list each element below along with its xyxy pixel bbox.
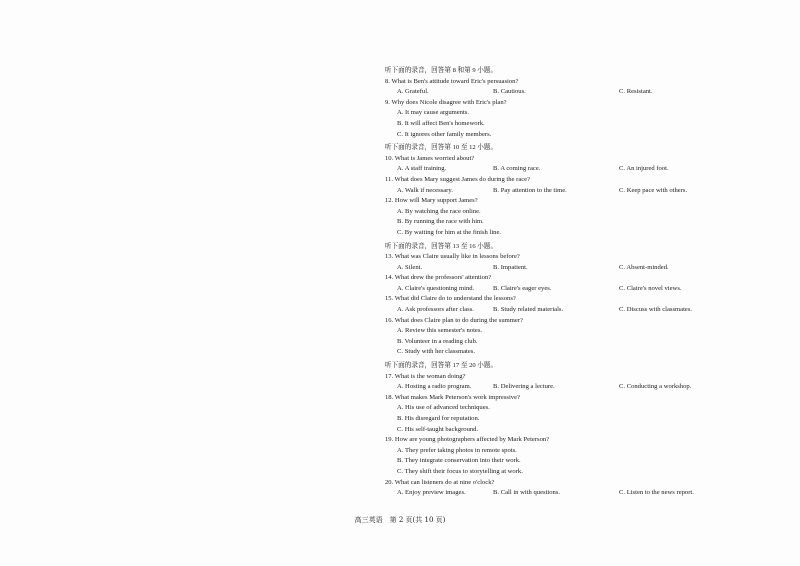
answer-option: A. Enjoy preview images.	[397, 489, 466, 497]
answer-option: A. By watching the race online.	[397, 207, 481, 215]
question-section	[385, 361, 735, 499]
answer-option: A. Review this semester's notes.	[397, 327, 483, 335]
question-section	[385, 143, 735, 238]
options-row	[385, 186, 735, 197]
answer-option: A. Hosting a radio program.	[397, 383, 472, 391]
question-text: 10. What is James worried about?	[385, 154, 475, 162]
question-section	[385, 242, 735, 359]
question-text: 16. What does Claire plan to do during the summer?	[385, 316, 523, 324]
answer-option: B. Claire's eager eyes.	[493, 284, 552, 292]
answer-option: B. Study related materials.	[493, 306, 564, 314]
question-text: 12. How will Mary support James?	[385, 197, 478, 205]
question-text: 20. What can listeners do at nine o'clock?	[385, 478, 495, 486]
options-row	[385, 284, 735, 295]
section-instruction: 听下面的录音，回答第 13 至 16 小题。	[385, 242, 498, 250]
options-row	[385, 382, 735, 393]
question-text: 9. Why does Nicole disagree with Eric's plan?	[385, 98, 507, 106]
answer-option: A. His use of advanced techniques.	[397, 404, 490, 412]
answer-option: B. His disregard for reputation.	[397, 415, 480, 422]
answer-option: C. Keep pace with others.	[619, 186, 688, 194]
question-text: 15. What did Claire do to understand the lessons?	[385, 295, 516, 303]
options-row	[385, 488, 735, 499]
answer-option: C. They shift their focus to storytelling at work.	[397, 467, 523, 475]
answer-option: C. Claire's novel views.	[619, 284, 682, 292]
answer-option: A. Ask professors after class.	[397, 306, 474, 314]
answer-option: A. Claire's questioning mind.	[397, 284, 475, 292]
options-row	[385, 305, 735, 316]
answer-option: C. By waiting for him at the finish line.	[397, 228, 502, 236]
answer-option: C. Listen to the news report.	[619, 489, 694, 497]
answer-option: C. It ignores other family members.	[397, 130, 492, 138]
answer-option: C. Conducting a workshop.	[619, 383, 692, 391]
page-footer: 高三英语 第 2 页(共 10 页)	[354, 516, 446, 524]
question-section	[385, 66, 735, 140]
question-text: 13. What was Claire usually like in lessons before?	[385, 253, 520, 261]
section-instruction: 听下面的录音，回答第 8 和第 9 小题。	[385, 67, 498, 74]
answer-option: C. Discuss with classmates.	[619, 306, 693, 314]
options-row	[385, 263, 735, 274]
answer-option: B. Volunteer in a reading club.	[397, 337, 478, 345]
answer-option: A. Grateful.	[397, 88, 429, 96]
answer-option: C. His self-taught background.	[397, 425, 479, 433]
answer-option: B. Call in with questions.	[493, 489, 561, 497]
answer-option: C. An injured foot.	[619, 165, 669, 173]
answer-option: B. A coming race.	[493, 165, 541, 173]
answer-option: C. Absent-minded.	[619, 263, 669, 271]
answer-option: C. Resistant.	[619, 88, 653, 96]
answer-option: C. Study with her classmates.	[397, 348, 476, 356]
answer-option: B. Pay attention to the time.	[493, 186, 567, 194]
question-text: 8. What is Ben's attitude toward Eric's persuasion?	[385, 77, 519, 85]
question-column	[385, 66, 735, 499]
question-text: 14. What drew the professors' attention?	[385, 274, 492, 282]
question-text: 17. What is the woman doing?	[385, 372, 466, 380]
answer-option: B. Impatient.	[493, 263, 528, 271]
section-instruction: 听下面的录音，回答第 10 至 12 小题。	[385, 144, 498, 152]
options-row	[385, 87, 735, 98]
answer-option: A. They prefer taking photos in remote spots.	[397, 446, 517, 454]
answer-option: B. By running the race with him.	[397, 218, 484, 226]
answer-option: B. Cautious.	[493, 88, 526, 96]
question-text: 19. How are young photographers affected by Mark Peterson?	[385, 436, 550, 444]
question-text: 11. What does Mary suggest James do during the race?	[385, 175, 531, 183]
answer-option: B. It will affect Ben's homework.	[397, 119, 485, 127]
answer-option: B. They integrate conservation into their work.	[397, 457, 521, 465]
answer-option: A. Silent.	[397, 263, 423, 271]
section-instruction: 听下面的录音，回答第 17 至 20 小题。	[385, 362, 498, 370]
answer-option: B. Delivering a lecture.	[493, 383, 555, 391]
answer-option: A. Walk if necessary.	[397, 186, 453, 194]
answer-option: A. It may cause arguments.	[397, 109, 470, 117]
answer-option: A. A staff training.	[397, 165, 447, 173]
options-row	[385, 164, 735, 175]
question-text: 18. What makes Mark Peterson's work impressive?	[385, 393, 520, 401]
